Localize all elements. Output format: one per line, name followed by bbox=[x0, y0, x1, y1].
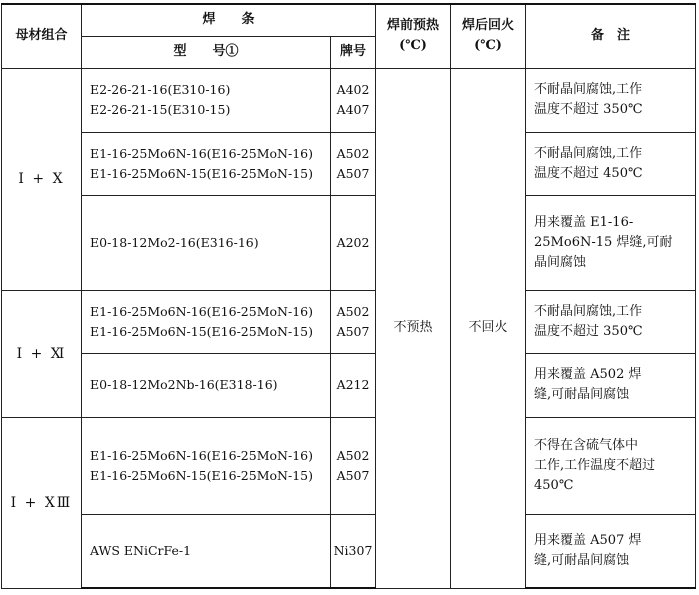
remark-text: 用来覆盖 E1-16- bbox=[534, 214, 634, 230]
header-brand: 牌号 bbox=[331, 36, 376, 68]
model-text: E1-16-25Mo6N-15(E16-25MoN-15) bbox=[90, 165, 313, 181]
temper-value: 不回火 bbox=[451, 68, 526, 588]
brand-text: A502 bbox=[336, 303, 370, 319]
remark-text: 用来覆盖 A507 焊 bbox=[534, 532, 642, 548]
remark-text: 工作,工作温度不超过 bbox=[534, 457, 656, 473]
brand-cell bbox=[331, 290, 376, 353]
header-preheat-label: 焊前预热 bbox=[387, 18, 440, 34]
remark-text: 温度不超过 350℃ bbox=[534, 102, 643, 117]
model-text: E1-16-25Mo6N-15(E16-25MoN-15) bbox=[90, 467, 313, 483]
model-cell bbox=[82, 68, 331, 132]
header-post-temper bbox=[451, 4, 526, 68]
brand-text: A507 bbox=[336, 323, 370, 339]
table-row bbox=[2, 132, 696, 195]
brand-text: A502 bbox=[336, 145, 370, 161]
header-electrode: 焊 条 bbox=[82, 4, 376, 36]
brand-cell bbox=[331, 132, 376, 195]
header-post-temper-label: 焊后回火 bbox=[462, 18, 515, 34]
table-row bbox=[2, 417, 696, 514]
remark-cell bbox=[526, 417, 696, 514]
remark-text: 晶间腐蚀 bbox=[534, 254, 587, 270]
group-label: Ⅰ + Ⅺ bbox=[2, 290, 82, 417]
remark-text: 450℃ bbox=[534, 477, 574, 493]
remark-text: 缝,可耐晶间腐蚀 bbox=[534, 387, 630, 402]
model-text: E0-18-12Mo2Nb-16(E318-16) bbox=[90, 377, 278, 392]
remark-cell bbox=[526, 353, 696, 417]
header-base-metal-combo: 母材组合 bbox=[2, 4, 82, 68]
brand-text: A507 bbox=[336, 467, 370, 483]
model-cell bbox=[82, 290, 331, 353]
model-cell bbox=[82, 195, 331, 290]
brand-text: A202 bbox=[336, 234, 370, 250]
remark-text: 不得在含硫气体中 bbox=[534, 437, 639, 453]
brand-cell bbox=[331, 195, 376, 290]
model-cell bbox=[82, 353, 331, 417]
table-row bbox=[2, 514, 696, 588]
group-label: Ⅰ + ⅩⅢ bbox=[2, 417, 82, 588]
model-text: E1-16-25Mo6N-16(E16-25MoN-16) bbox=[90, 447, 313, 463]
remark-cell bbox=[526, 514, 696, 588]
remark-text: 缝,可耐晶间腐蚀 bbox=[534, 552, 630, 568]
header-post-temper-unit: (℃) bbox=[474, 38, 502, 54]
remark-cell bbox=[526, 68, 696, 132]
remark-cell bbox=[526, 195, 696, 290]
remark-text: 不耐晶间腐蚀,工作 bbox=[534, 82, 643, 97]
remark-text: 不耐晶间腐蚀,工作 bbox=[534, 303, 643, 319]
brand-text: A402 bbox=[336, 82, 370, 97]
model-text: E0-18-12Mo2-16(E316-16) bbox=[90, 234, 259, 250]
table-row bbox=[2, 195, 696, 290]
brand-cell bbox=[331, 514, 376, 588]
model-text: E1-16-25Mo6N-15(E16-25MoN-15) bbox=[90, 323, 313, 339]
brand-text: A212 bbox=[336, 377, 370, 392]
brand-cell bbox=[331, 353, 376, 417]
remark-text: 温度不超过 450℃ bbox=[534, 165, 643, 181]
model-text: E1-16-25Mo6N-16(E16-25MoN-16) bbox=[90, 145, 313, 161]
remark-cell bbox=[526, 132, 696, 195]
header-preheat bbox=[376, 4, 451, 68]
brand-text: A407 bbox=[336, 102, 370, 117]
remark-text: 用来覆盖 A502 焊 bbox=[534, 367, 642, 382]
header-model: 型 号① bbox=[82, 36, 331, 68]
model-cell bbox=[82, 514, 331, 588]
header-preheat-unit: (℃) bbox=[399, 38, 427, 54]
preheat-value: 不预热 bbox=[376, 68, 451, 588]
group-label: Ⅰ + Ⅹ bbox=[2, 68, 82, 290]
remark-text: 不耐晶间腐蚀,工作 bbox=[534, 145, 643, 161]
remark-cell bbox=[526, 290, 696, 353]
model-text: E2-26-21-16(E310-16) bbox=[90, 82, 231, 97]
model-cell bbox=[82, 417, 331, 514]
table-row bbox=[2, 290, 696, 353]
model-text: AWS ENiCrFe-1 bbox=[90, 542, 192, 558]
brand-text: A502 bbox=[336, 447, 370, 463]
remark-text: 25Mo6N-15 焊缝,可耐 bbox=[534, 234, 673, 250]
brand-cell bbox=[331, 417, 376, 514]
model-cell bbox=[82, 132, 331, 195]
model-text: E2-26-21-15(E310-15) bbox=[90, 102, 231, 117]
remark-text: 温度不超过 350℃ bbox=[534, 323, 643, 339]
brand-text: A507 bbox=[336, 165, 370, 181]
brand-cell bbox=[331, 68, 376, 132]
model-text: E1-16-25Mo6N-16(E16-25MoN-16) bbox=[90, 303, 313, 319]
table-row bbox=[2, 68, 696, 132]
header-remarks: 备 注 bbox=[526, 4, 696, 68]
welding-electrode-table bbox=[1, 3, 696, 589]
brand-text: Ni307 bbox=[333, 542, 373, 558]
table-row bbox=[2, 353, 696, 417]
